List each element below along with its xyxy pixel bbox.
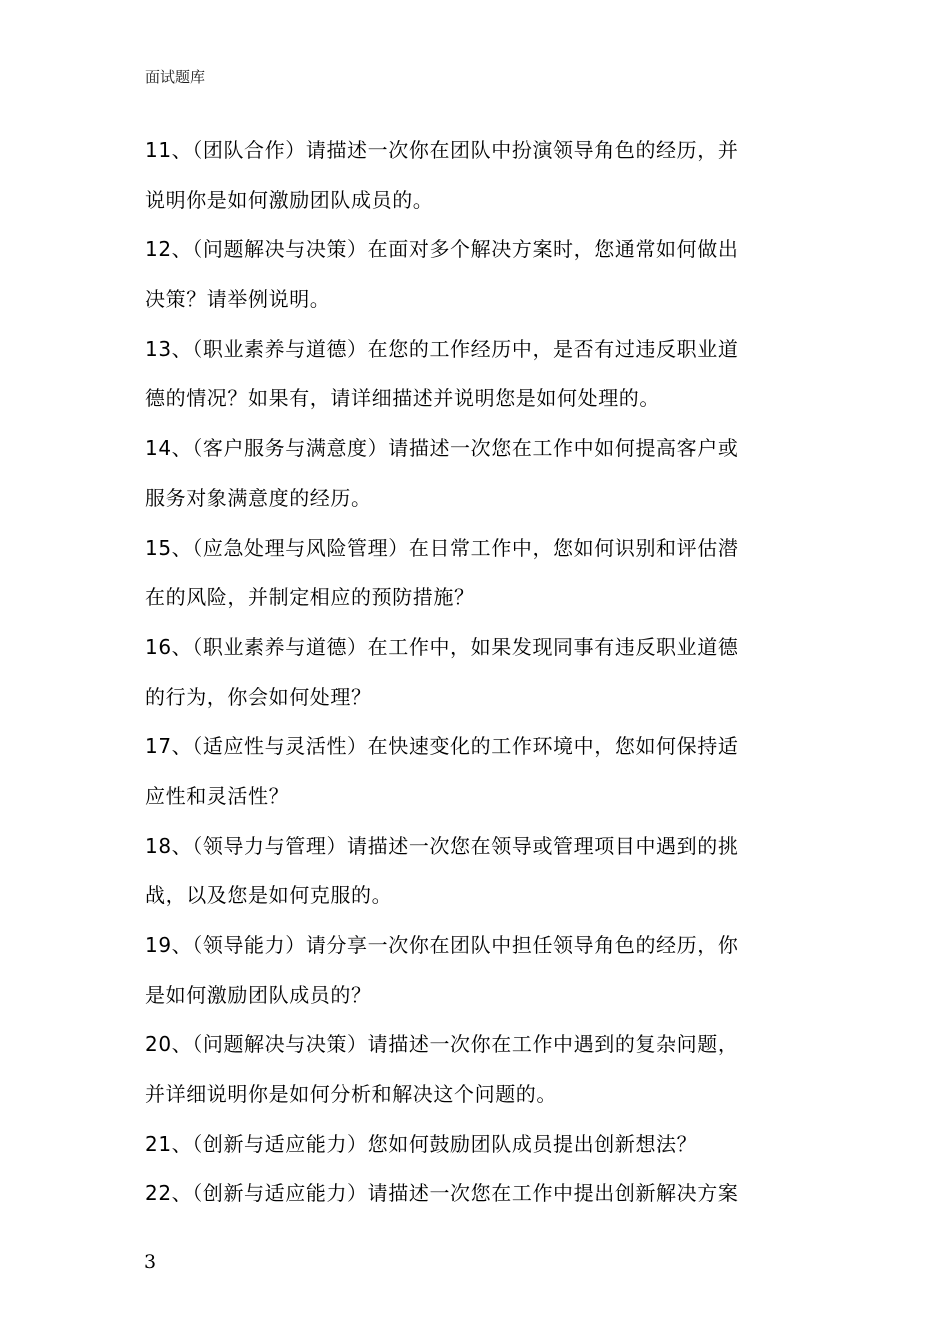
text-line: 11、（团队合作）请描述一次你在团队中扮演领导角色的经历，并 (145, 138, 739, 162)
text-line: 13、（职业素养与道德）在您的工作经历中，是否有过违反职业道 (145, 336, 739, 361)
text-line: 19、（领导能力）请分享一次你在团队中担任领导角色的经历，你 (145, 933, 739, 957)
text-line: 15、（应急处理与风险管理）在日常工作中，您如何识别和评估潜 (145, 535, 739, 560)
text-line: 22、（创新与适应能力）请描述一次您在工作中提出创新解决方案 (145, 1181, 739, 1206)
text-line: 12、（问题解决与决策）在面对多个解决方案时，您通常如何做出 (145, 237, 739, 262)
text-line: 是如何激励团队成员的？ (145, 982, 372, 1007)
text-line: 21、（创新与适应能力）您如何鼓励团队成员提出创新想法？ (145, 1131, 698, 1156)
text-line: 20、（问题解决与决策）请描述一次你在工作中遇到的复杂问题， (145, 1032, 739, 1057)
page-header: 面试题库 (145, 68, 206, 86)
text-line: 决策？请举例说明。 (145, 287, 331, 312)
text-line: 17、（适应性与灵活性）在快速变化的工作环境中，您如何保持适 (145, 734, 739, 759)
text-line: 并详细说明你是如何分析和解决这个问题的。 (145, 1082, 557, 1107)
text-line: 14、（客户服务与满意度）请描述一次您在工作中如何提高客户或 (145, 436, 739, 461)
text-line: 服务对象满意度的经历。 (145, 485, 372, 510)
text-line: 德的情况？如果有，请详细描述并说明您是如何处理的。 (145, 386, 660, 411)
text-line: 战，以及您是如何克服的。 (145, 883, 393, 908)
text-line: 在的风险，并制定相应的预防措施？ (145, 585, 475, 610)
question-list (145, 126, 810, 1219)
text-line: 说明你是如何激励团队成员的。 (145, 187, 434, 212)
text-line: 应性和灵活性？ (145, 783, 290, 808)
page-number: 3 (144, 1251, 157, 1273)
text-line: 16、（职业素养与道德）在工作中，如果发现同事有违反职业道德 (145, 634, 739, 659)
text-line: 18、（领导力与管理）请描述一次您在领导或管理项目中遇到的挑 (145, 833, 739, 858)
text-line: 的行为，你会如何处理？ (145, 684, 372, 709)
